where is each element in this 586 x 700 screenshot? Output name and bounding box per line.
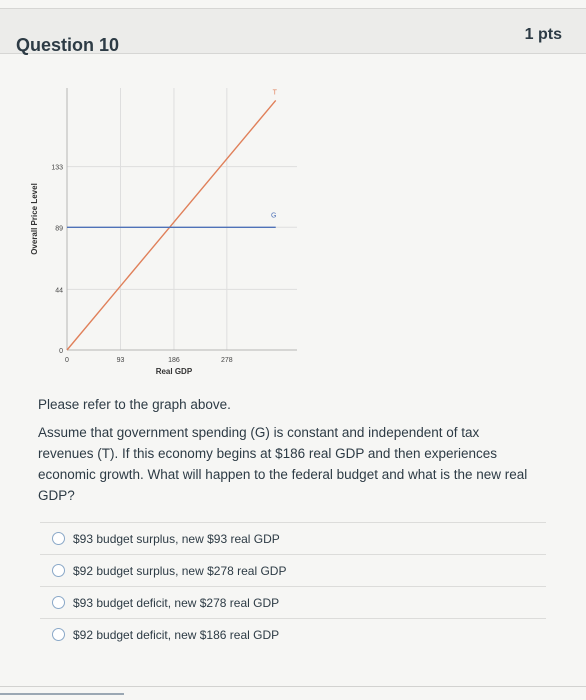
answer-list <box>40 522 546 650</box>
y-tick-label: 89 <box>55 225 63 233</box>
divider <box>0 686 586 687</box>
radio-button[interactable] <box>52 532 65 545</box>
series-line-T <box>67 100 276 350</box>
y-tick-label: 44 <box>55 287 63 295</box>
y-axis-label: Overall Price Level <box>30 183 39 255</box>
question-title: Question 10 <box>16 35 120 55</box>
x-tick-label: 186 <box>168 357 180 364</box>
answer-option-3[interactable] <box>40 586 546 618</box>
question-header <box>0 8 586 54</box>
answer-option-2[interactable] <box>40 554 546 586</box>
answer-option-4[interactable] <box>40 618 546 650</box>
chart-svg <box>22 80 322 390</box>
answer-label: $92 budget surplus, new $278 real GDP <box>73 563 287 578</box>
radio-button[interactable] <box>52 596 65 609</box>
question-text <box>38 394 538 513</box>
y-tick-label: 0 <box>59 348 63 355</box>
series-label-G: G <box>270 212 277 220</box>
answer-label: $93 budget deficit, new $278 real GDP <box>73 595 280 610</box>
question-points: 1 pts <box>524 26 562 43</box>
x-tick-label: 0 <box>65 357 69 364</box>
question-line-1: Please refer to the graph above. <box>38 397 231 412</box>
x-axis-label: Real GDP <box>155 367 193 376</box>
answer-option-1[interactable] <box>40 522 546 554</box>
answer-label: $92 budget deficit, new $186 real GDP <box>73 627 280 642</box>
x-tick-label: 278 <box>221 357 233 364</box>
budget-chart <box>22 80 322 390</box>
series-label-T: T <box>272 89 277 97</box>
scroll-indicator <box>0 693 124 695</box>
radio-button[interactable] <box>52 628 65 641</box>
radio-button[interactable] <box>52 564 65 577</box>
question-line-2: Assume that government spending (G) is constant and independent of tax revenues (T). If this economy begins at $186 real GDP and then experiences economic growth. What will happen to the federal budget and what is the new real GDP? <box>38 425 528 503</box>
answer-label: $93 budget surplus, new $93 real GDP <box>73 531 280 546</box>
y-tick-label: 133 <box>51 164 63 172</box>
x-tick-label: 93 <box>116 357 125 364</box>
